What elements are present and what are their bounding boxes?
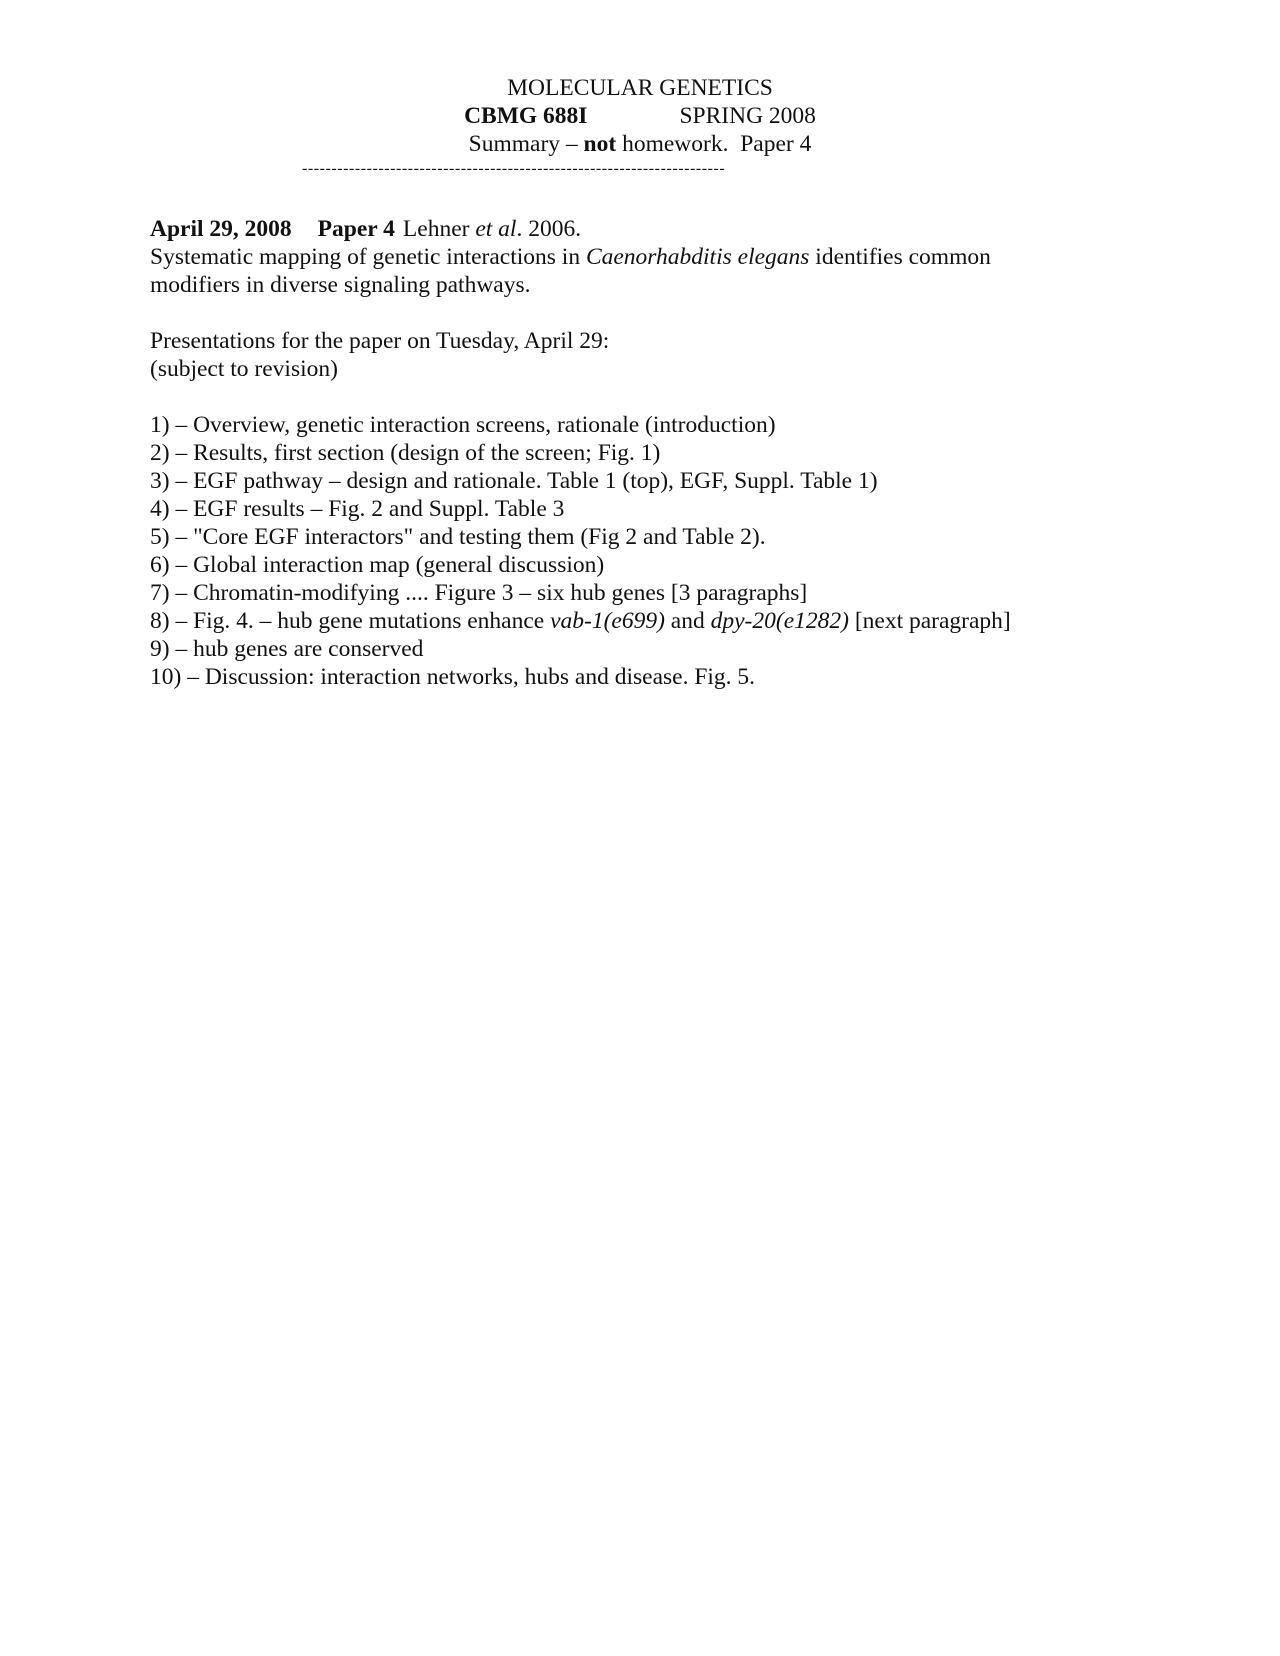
list-item: 6) – Global interaction map (general discussion) [150, 552, 605, 578]
list-item [150, 607, 1150, 635]
course-title: MOLECULAR GENETICS [507, 75, 773, 101]
paper-title-species: Caenorhabditis elegans [585, 244, 810, 270]
list-item: 3) – EGF pathway – design and rationale. Table 1 (top), EGF, Suppl. Table 1) [150, 468, 878, 494]
summary-prefix: Summary – [468, 131, 584, 157]
paper-title-part1: Systematic mapping of genetic interactions in [150, 244, 586, 270]
header-divider: ------------------------------------------------------------------------ [302, 160, 726, 177]
topic8-mid: and [664, 608, 711, 634]
list-item: 5) – "Core EGF interactors" and testing them (Fig 2 and Table 2). [150, 524, 766, 550]
paper-title [150, 243, 1150, 271]
gene-dpy20: dpy-20(e1282) [710, 608, 849, 634]
semester: SPRING 2008 [679, 103, 816, 129]
list-item: 10) – Discussion: interaction networks, hubs and disease. Fig. 5. [150, 664, 756, 690]
summary-suffix: homework. Paper 4 [616, 131, 812, 157]
list-item: 9) – hub genes are conserved [150, 636, 424, 662]
course-info [0, 102, 1280, 130]
course-code: CBMG 688I [464, 103, 588, 129]
paper-date: April 29, 2008 [150, 216, 292, 242]
paper-citation [150, 215, 1150, 299]
summary-emphasis: not [583, 131, 617, 157]
topic-list [150, 411, 1150, 691]
list-item: 1) – Overview, genetic interaction screens, rationale (introduction) [150, 412, 776, 438]
paper-heading [150, 215, 1150, 243]
topic8-suffix: [next paragraph] [848, 608, 1011, 634]
presentations-intro [150, 327, 1150, 383]
paper-author: Lehner [402, 216, 476, 242]
topic8-prefix: 8) – Fig. 4. – hub gene mutations enhance [150, 608, 551, 634]
list-item: 7) – Chromatin-modifying .... Figure 3 – six hub genes [3 paragraphs] [150, 580, 808, 606]
paper-title-part2: identifies common [809, 244, 991, 270]
paper-year: . 2006. [516, 216, 582, 242]
list-item: 4) – EGF results – Fig. 2 and Suppl. Table 3 [150, 496, 565, 522]
paper-label: Paper 4 [317, 216, 395, 242]
list-item: 2) – Results, first section (design of the screen; Fig. 1) [150, 440, 661, 466]
revision-note: (subject to revision) [150, 356, 338, 382]
paper-title-line2: modifiers in diverse signaling pathways. [150, 272, 531, 298]
presentations-line: Presentations for the paper on Tuesday, April 29: [150, 328, 610, 354]
gene-vab1: vab-1(e699) [550, 608, 665, 634]
paper-etal: et al [475, 216, 517, 242]
summary-line [0, 130, 1280, 158]
course-header [0, 74, 1280, 158]
